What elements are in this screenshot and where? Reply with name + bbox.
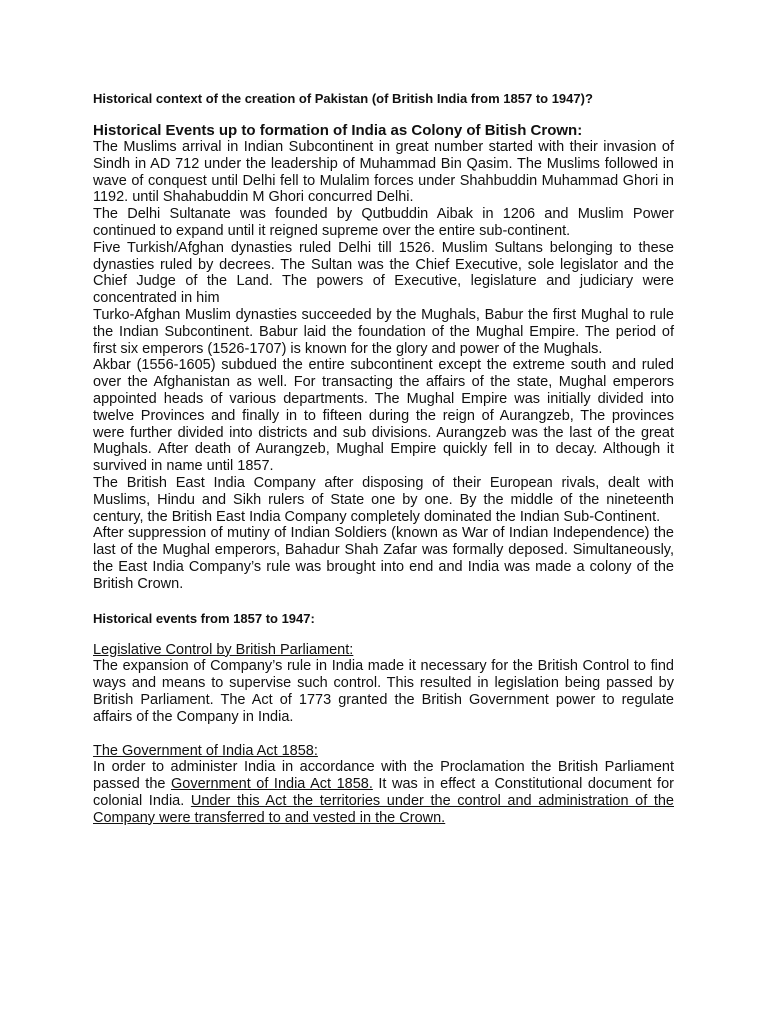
paragraph-mutiny: After suppression of mutiny of Indian Soldiers (known as War of Indian Independence) the last of the Mughal emperors, Bahadur Shah Zafar was formally deposed. Simultaneously, the East India Company’s rule was brought into end and India was made a colony of the British Crown.: [93, 525, 674, 592]
act-text-middle: It was in effect a Constitutional document for colonial India.: [93, 776, 674, 809]
paragraph-spacer: [93, 726, 674, 743]
paragraph-legislative-control: The expansion of Company’s rule in India made it necessary for the British Control to find ways and means to supervise such control. This resulted in legislation being passed by British Parliament. The Act of 1773 granted the British Government power to regulate affairs of the Company in India.: [93, 658, 674, 725]
heading-government-of-india-act: The Government of India Act 1858:: [93, 742, 318, 759]
paragraph-mughals: Turko-Afghan Muslim dynasties succeeded by the Mughals, Babur the first Mughal to rule the Indian Subcontinent. Babur laid the foundation of the Mughal Empire. The period of first six emperors (1526-1707) is known for the glory and power of the Mughals.: [93, 306, 674, 357]
paragraph-afghan-dynasties: Five Turkish/Afghan dynasties ruled Delhi till 1526. Muslim Sultans belonging to these dynasties ruled by decrees. The Sultan was the Chief Executive, sole legislator and the Chief Judge of the Land. The powers of Executive, legislature and judiciary were concentrated in him: [93, 239, 674, 307]
paragraph-east-india-company: The British East India Company after disposing of their European rivals, dealt with Muslims, Hindu and Sikh rulers of State one by one. By the middle of the nineteenth century, the British East India Company completely dominated the Indian Sub-Continent.: [93, 474, 674, 525]
section-heading-1857-1947: Historical events from 1857 to 1947:: [93, 610, 315, 626]
act-text-before: In order to administer India in accordance with the Proclamation the British Parliament passed the: [93, 759, 674, 793]
paragraph-akbar: Akbar (1556-1605) subdued the entire subcontinent except the extreme south and ruled over the Afghanistan as well. For transacting the affairs of the state, Mughal emperors appointed heads of various departments. The Mughal Empire was initially divided into twelve Provinces and finally in to fifteen during the reign of Aurangzeb, The provinces were further divided into districts and sub divisions. Aurangzeb was the last of the great Mughals. After death of Aurangzeb, Mughal Empire quickly fell in to decay. Although it survived in name until 1857.: [93, 357, 674, 475]
act-transfer-sentence-underlined: Under this Act the territories under the control and administration of the Company were transferred to and vested in the Crown.: [93, 792, 674, 826]
document-body: [93, 90, 674, 826]
paragraph-muslim-arrival: The Muslims arrival in Indian Subcontinent in great number started with their invasion of Sindh in AD 712 under the leadership of Muhammad Bin Qasim. The Muslims followed in wave of conquest until Delhi fell to Mulalim forces under Shahbuddin Muhammad Ghori in 1192. until Shahabuddin M Ghori concurred Delhi.: [93, 139, 674, 206]
document-title: Historical context of the creation of Pakistan (of British India from 1857 to 1947)?: [93, 91, 593, 106]
act-name-underlined: Government of India Act 1858.: [170, 776, 373, 793]
heading-legislative-control: Legislative Control by British Parliament:: [93, 641, 354, 658]
paragraph-delhi-sultanate: The Delhi Sultanate was founded by Qutbuddin Aibak in 1206 and Muslim Power continued to expand until it reigned supreme over the entire sub-continent.: [93, 206, 674, 239]
section-heading-colony: Historical Events up to formation of India as Colony of Bitish Crown:: [93, 122, 583, 139]
paragraph-government-of-india-act: [93, 759, 674, 826]
